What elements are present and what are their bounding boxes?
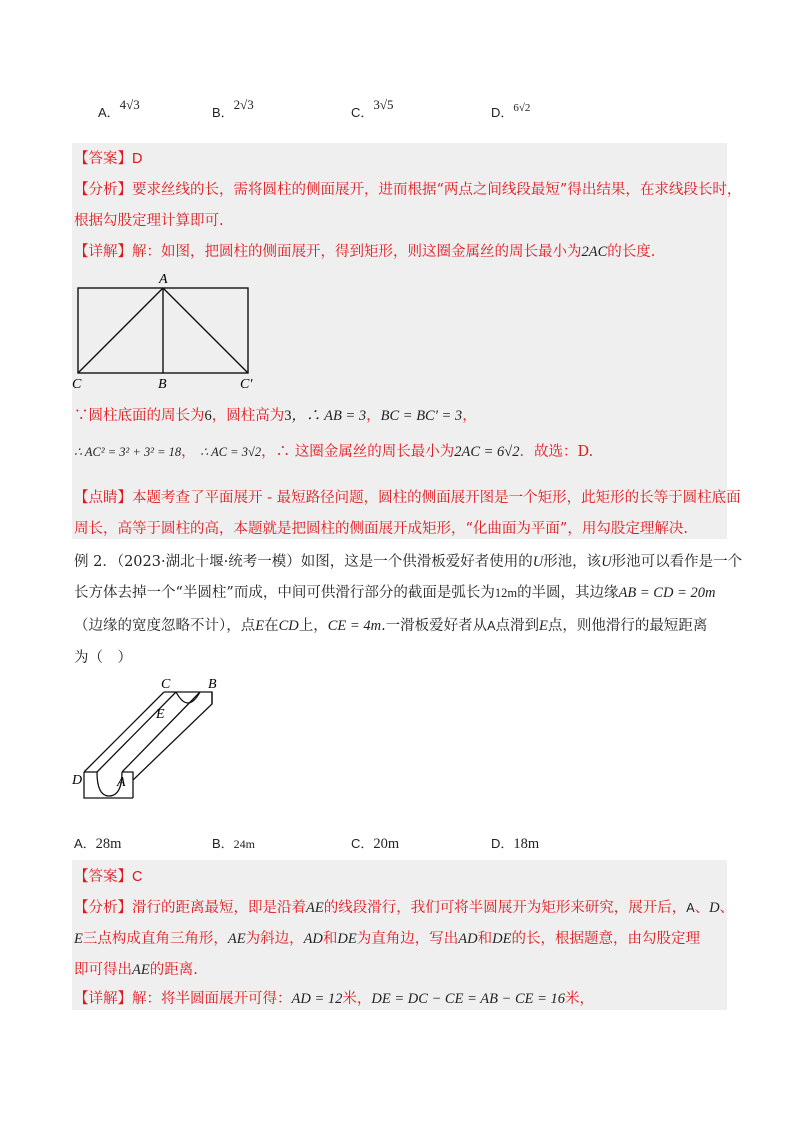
detail-1: 【详解】解：如图，把圆柱的侧面展开，得到矩形，则这圈金属丝的周长最小为2AC的长度.: [74, 244, 656, 260]
q2-option-c: C．20m: [351, 836, 400, 852]
back-arc: [176, 692, 200, 703]
u-pool-figure: [70, 672, 230, 817]
solution-1-line-1: ∵圆柱底面的周长为6，圆柱高为3，∴ AB = 3，BC = BC′ = 3，: [74, 408, 477, 424]
example-2-line-4: 为（ ）: [74, 650, 132, 666]
segment-ac-prime: [163, 288, 248, 373]
analysis-2-line-2: E三点构成直角三角形，AE为斜边，AD和DE为直角边，写出AD和DE的长，根据题意，由勾股定理: [74, 931, 700, 947]
label-b: B: [158, 377, 167, 392]
front-face: [84, 772, 133, 798]
analysis-2-line-3: 即可得出AE的距离.: [74, 962, 198, 978]
inner-right-rim: [122, 692, 200, 772]
fig2-label-a: A: [117, 775, 126, 790]
label-c: C: [72, 377, 82, 392]
fig2-label-b: B: [208, 677, 217, 692]
fig2-label-e: E: [156, 707, 165, 722]
q2-option-d: D．18m: [491, 836, 540, 852]
fig2-label-c: C: [161, 677, 171, 692]
example-2-line-1: 例 2．（2023·湖北十堰·统考一模）如图，这是一个供滑板爱好者使用的U形池，该U形池可以看作是一个: [74, 554, 743, 570]
q1-option-c: C．3√5: [351, 97, 394, 120]
inner-left-rim: [97, 692, 176, 772]
example-2-line-2: 长方体去掉一个“半圆柱”而成，中间可供滑行部分的截面是弧长为12m的半圆，其边缘AB = CD = 20m: [74, 585, 716, 601]
comment-1-line-2: 周长，高等于圆柱的高，本题就是把圆柱的侧面展开成矩形，“化曲面为平面”，用勾股定理解决.: [74, 521, 688, 537]
answer-2: 【答案】C: [74, 869, 143, 885]
solution-1-line-2: ∴ AC² = 3² + 3² = 18， ∴ AC = 3√2，∴ 这圈金属丝的周长最小为2AC = 6√2．故选：D.: [74, 444, 594, 460]
right-wall-top: [133, 692, 212, 798]
label-c-prime: C′: [240, 377, 253, 392]
q1-option-a: A．4√3: [98, 97, 140, 120]
unfolded-cylinder-figure: [70, 270, 270, 392]
answer-1: 【答案】D: [74, 151, 143, 167]
q1-option-b: B．2√3: [212, 97, 254, 120]
analysis-2-line-1: 【分析】滑行的距离最短，即是沿着AE的线段滑行，我们可将半圆展开为矩形来研究，展开后，A、D、: [74, 900, 735, 916]
example-2-line-3: （边缘的宽度忽略不计），点E在CD上，CE = 4m.一滑板爱好者从A点滑到E点，则他滑行的最短距离: [74, 618, 708, 634]
q2-option-a: A．28m: [74, 836, 122, 852]
detail-2: 【详解】解：将半圆面展开可得：AD = 12米，DE = DC − CE = AB − CE = 16米，: [74, 991, 595, 1007]
fig2-label-d: D: [72, 773, 83, 788]
analysis-1-line-2: 根据勾股定理计算即可.: [74, 213, 224, 229]
analysis-1-line-1: 【分析】要求丝线的长，需将圆柱的侧面展开，进而根据“两点之间线段最短”得出结果，在求线段长时，: [74, 182, 742, 198]
left-rim-edge: [84, 692, 164, 772]
comment-1-line-1: 【点睛】本题考查了平面展开 - 最短路径问题，圆柱的侧面展开图是一个矩形，此矩形的长等于圆柱底面: [74, 490, 741, 506]
label-a: A: [159, 272, 168, 287]
segment-ac: [78, 288, 163, 373]
q2-option-b: B．24m: [212, 836, 256, 851]
q1-option-d: D．$^{6√2}$: [491, 102, 531, 120]
